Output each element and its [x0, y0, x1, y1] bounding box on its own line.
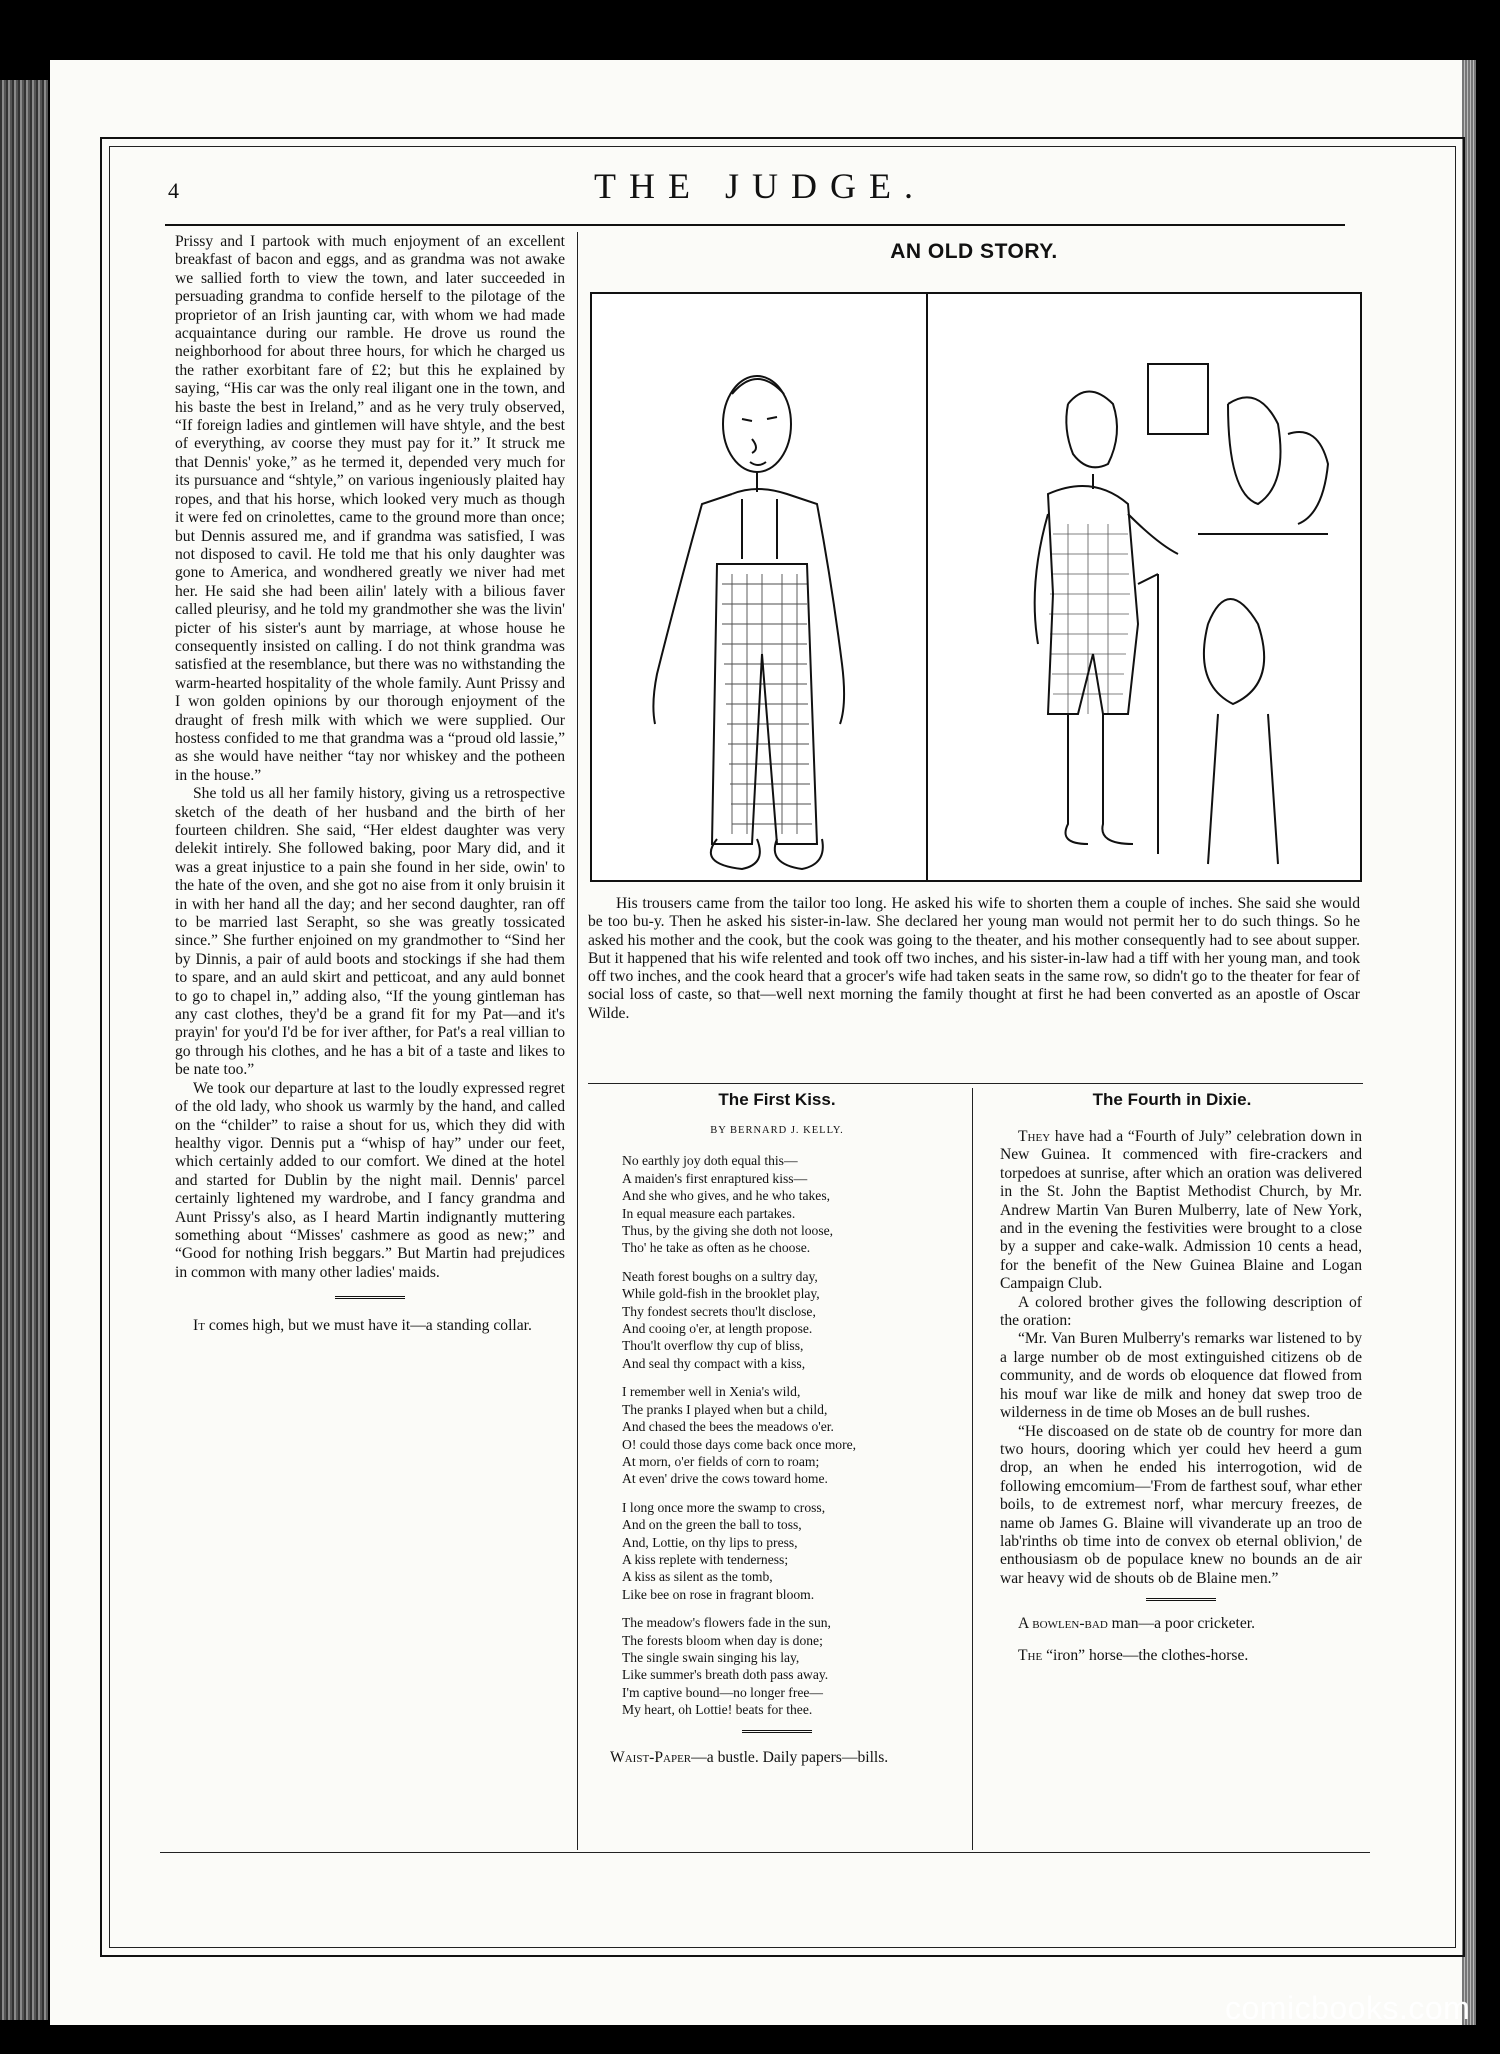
cartoon-caption: His trousers came from the tailor too long. He asked his wife to shorten them a couple of inches. She said she would be too bu-y. Then he asked his sister-in-law. She declared her young man would not permit her to do such things. So he asked his mother and the cook, but the cook was going to the theater, and his mother consequently had to see about supper. But it happened that his wife relented and took off two inches, and his sister-in-law had a tiff with her young man, and took off two inches, and the cook heard that a grocer's wife had taken seats in the same row, so didn't go to the theater for fear of social loss of caste, so that—well next morning the family thought at first he had been converted as an apostle of Oscar Wilde.: [588, 895, 1360, 1022]
joke-bowlen-bad: A bowlen-bad man—a poor cricketer.: [1018, 1615, 1255, 1633]
article-paragraph: Prissy and I partook with much enjoyment of an excellent breakfast of bacon and eggs, and as grandma was not awake we sallied forth to view the town, and later succeeded in persuading grandma to confide herself to the pilotage of the proprietor of an Irish jaunting car, with whom we had made acquaintance during our ramble. He drove us round the neighborhood for about three hours, for which he charged us the rather exorbitant fare of £2; but this he explained by saying, “His car was the only real iligant one in the town, and his baste the best in Ireland,” and as he very truly observed, “If foreign ladies and gintlemen will have shtyle, and the best of everything, av coorse they must pay for it.” It struck me that Dennis' yoke,” as he termed it, depended very much for its pursuance and “shtyle,” on various ingeniously plaited hay ropes, and that his horse, which looked very much as though it were fed on crinolettes, came to the ground more than once; but Dennis assured me, and if grandma was satisfied, I was not disposed to cavil. He told me that his only daughter was gone to America, and wondhered greatly we niver had met her. He said she had been ailin' lately with a bilious faver called pleurisy, and he told my grandmother she was the livin' picter of his sister's aunt by marriage, at whose house he consequently insisted on calling. I do not think grandma was satisfied at the resemblance, but there was no withstanding the warm-hearted hospitality of the whole family. Aunt Prissy and I won golden opinions by our thorough enjoyment of the draught of fresh milk with which we were supplied. Our hostess confided to me that grandma was a “proud old lassie,” as she would have neither “tay nor whiskey and the potheen in the house.”: [175, 233, 565, 784]
dixie-paragraph: “He discoased on de state ob de country for more dan two hours, dooring which yer could hev heerd a gum drop, an when he ended his interrogotion, wid de following emcomium—'From de farthest souf, whar ether boils, to de extremest norf, whar mercury freezes, de name ob James G. Blaine will vivanderate up an troo de lab'rinths ob time into de convex ob eternal oblivion,' de enthousiasm ob de populace knew no bounds an de air war heavy wid de shouts ob de Blaine men.”: [1000, 1422, 1362, 1587]
left-column-article: [175, 233, 565, 1335]
watermark-text: comicbooks.com: [1225, 1990, 1471, 2026]
dixie-column: [1000, 1128, 1362, 1666]
joke-waist-paper: Waist-Paper—a bustle. Daily papers—bills.: [610, 1748, 889, 1766]
joke-iron-horse: The “iron” horse—the clothes-horse.: [1018, 1647, 1249, 1665]
cartoon-title: AN OLD STORY.: [890, 240, 1058, 263]
book-spine: [0, 80, 48, 2020]
section-divider: [588, 1083, 1363, 1084]
separator-rule: [1146, 1598, 1216, 1603]
separator-rule: [335, 1296, 405, 1301]
poem-stanza: I remember well in Xenia's wild, The pranks I played when but a child, And chased the bees the meadows o'er. O! could those days come back once more, At morn, o'er fields of corn to roam; At even' drive the cows toward home.: [622, 1384, 857, 1487]
column-divider: [972, 1088, 973, 1850]
dixie-paragraph: “Mr. Van Buren Mulberry's remarks war listened to by a large number ob de most extinguished citizens ob de community, and de words ob eloquence dat flowed from his mouf war like de milk and honey dat swep troo de wilderness in de time ob Moses an de bull rushes.: [1000, 1330, 1362, 1422]
poem-stanza: Neath forest boughs on a sultry day, While gold-fish in the brooklet play, Thy fondest secrets thou'lt disclose, And cooing o'er, at length propose. Thou'lt overflow thy cup of bliss, And seal thy compact with a kiss,: [622, 1268, 820, 1371]
poem-stanza: The meadow's flowers fade in the sun, The forests bloom when day is done; The single swain singing his lay, Like summer's breath doth pass away. I'm captive bound—no longer free— My heart, oh Lottie! beats for thee.: [622, 1615, 831, 1718]
cartoon-panel-right: [926, 292, 1362, 882]
joke-standing-collar: It comes high, but we must have it—a standing collar.: [193, 1317, 532, 1335]
dixie-paragraph: They have had a “Fourth of July” celebration down in New Guinea. It commenced with fire-crackers and torpedoes at sunrise, after which an oration was delivered in the St. John the Baptist Methodist Church, by Mr. Andrew Martin Van Buren Mulberry, late of New York, and in the evening the festivities were brought to a close by a supper and cake-walk. Admission 10 cents a head, for the benefit of the New Guinea Blaine and Logan Campaign Club.: [1000, 1128, 1362, 1293]
article-paragraph: She told us all her family history, giving us a retrospective sketch of the death of her husband and the birth of her fourteen children. She said, “Her eldest daughter was very delekit intirely. She followed baking, poor Mary did, and it was a great injustice to a pain she found in her side, owin' to the hate of the oven, and she got no aise from it only bruisin it in with her hand all the day; and her second daughter, ran off to be married last Serapht, so she was greatly tossicated since.” She further enjoined on my grandmother to “Sind her by Dinnis, a pair of auld boots and stockings if she had them to spare, and an auld skirt and petticoat, and any auld bonnet to go to chapel in,” adding also, “If the young gintleman has any cast clothes, they'd be a grand fit for my Pat—and it's prayin' for you'd I'd be for iver afther, for Pat's a real villian to go through his clothes, and he has a bit of a taste and likes to be nate too.”: [175, 785, 565, 1079]
article-paragraph: We took our departure at last to the loudly expressed regret of the old lady, who shook us warmly by the hand, and called on the “childer” to raise a shout for us, which they did with healthy vigor. Dennis put a “whisp of hay” under our feet, which certainly added to our comfort. We dined at the hotel and started for Dublin by the night mail. Dennis' parcel certainly lightened my wardrobe, and I fancy grandma and Aunt Prissy's also, as I heard Martin indignantly muttering something about “Misses' cashmere as good as new;” and “Good for nothing Irish beggars.” But Martin had prejudices in common with many other ladies' maids.: [175, 1079, 565, 1281]
poem-stanza: I long once more the swamp to cross, And on the green the ball to toss, And, Lottie, on thy lips to press, A kiss replete with tenderness; A kiss as silent as the tomb, Like bee on rose in fragrant bloom.: [622, 1499, 826, 1602]
cartoon-panel-left: [590, 292, 928, 882]
poem-byline: BY BERNARD J. KELLY.: [710, 1125, 844, 1136]
dixie-paragraph: A colored brother gives the following description of the oration:: [1000, 1293, 1362, 1330]
poem-column: [592, 1112, 962, 1767]
page-number: 4: [168, 178, 179, 203]
poem-title: The First Kiss.: [718, 1090, 836, 1109]
masthead-title: THE JUDGE.: [594, 166, 926, 206]
poem-stanza: No earthly joy doth equal this— A maiden's first enraptured kiss— And she who gives, and he who takes, In equal measure each partakes. Thus, by the giving she doth not loose, Tho' he take as often as he choose.: [622, 1153, 834, 1256]
man-in-long-trousers-illustration: [592, 294, 926, 880]
dixie-title: The Fourth in Dixie.: [1092, 1090, 1252, 1109]
man-in-short-trousers-illustration: [928, 294, 1360, 880]
bottom-rule: [160, 1852, 1370, 1853]
separator-rule: [742, 1730, 812, 1735]
column-divider: [577, 232, 578, 1850]
masthead-rule: [165, 224, 1345, 226]
